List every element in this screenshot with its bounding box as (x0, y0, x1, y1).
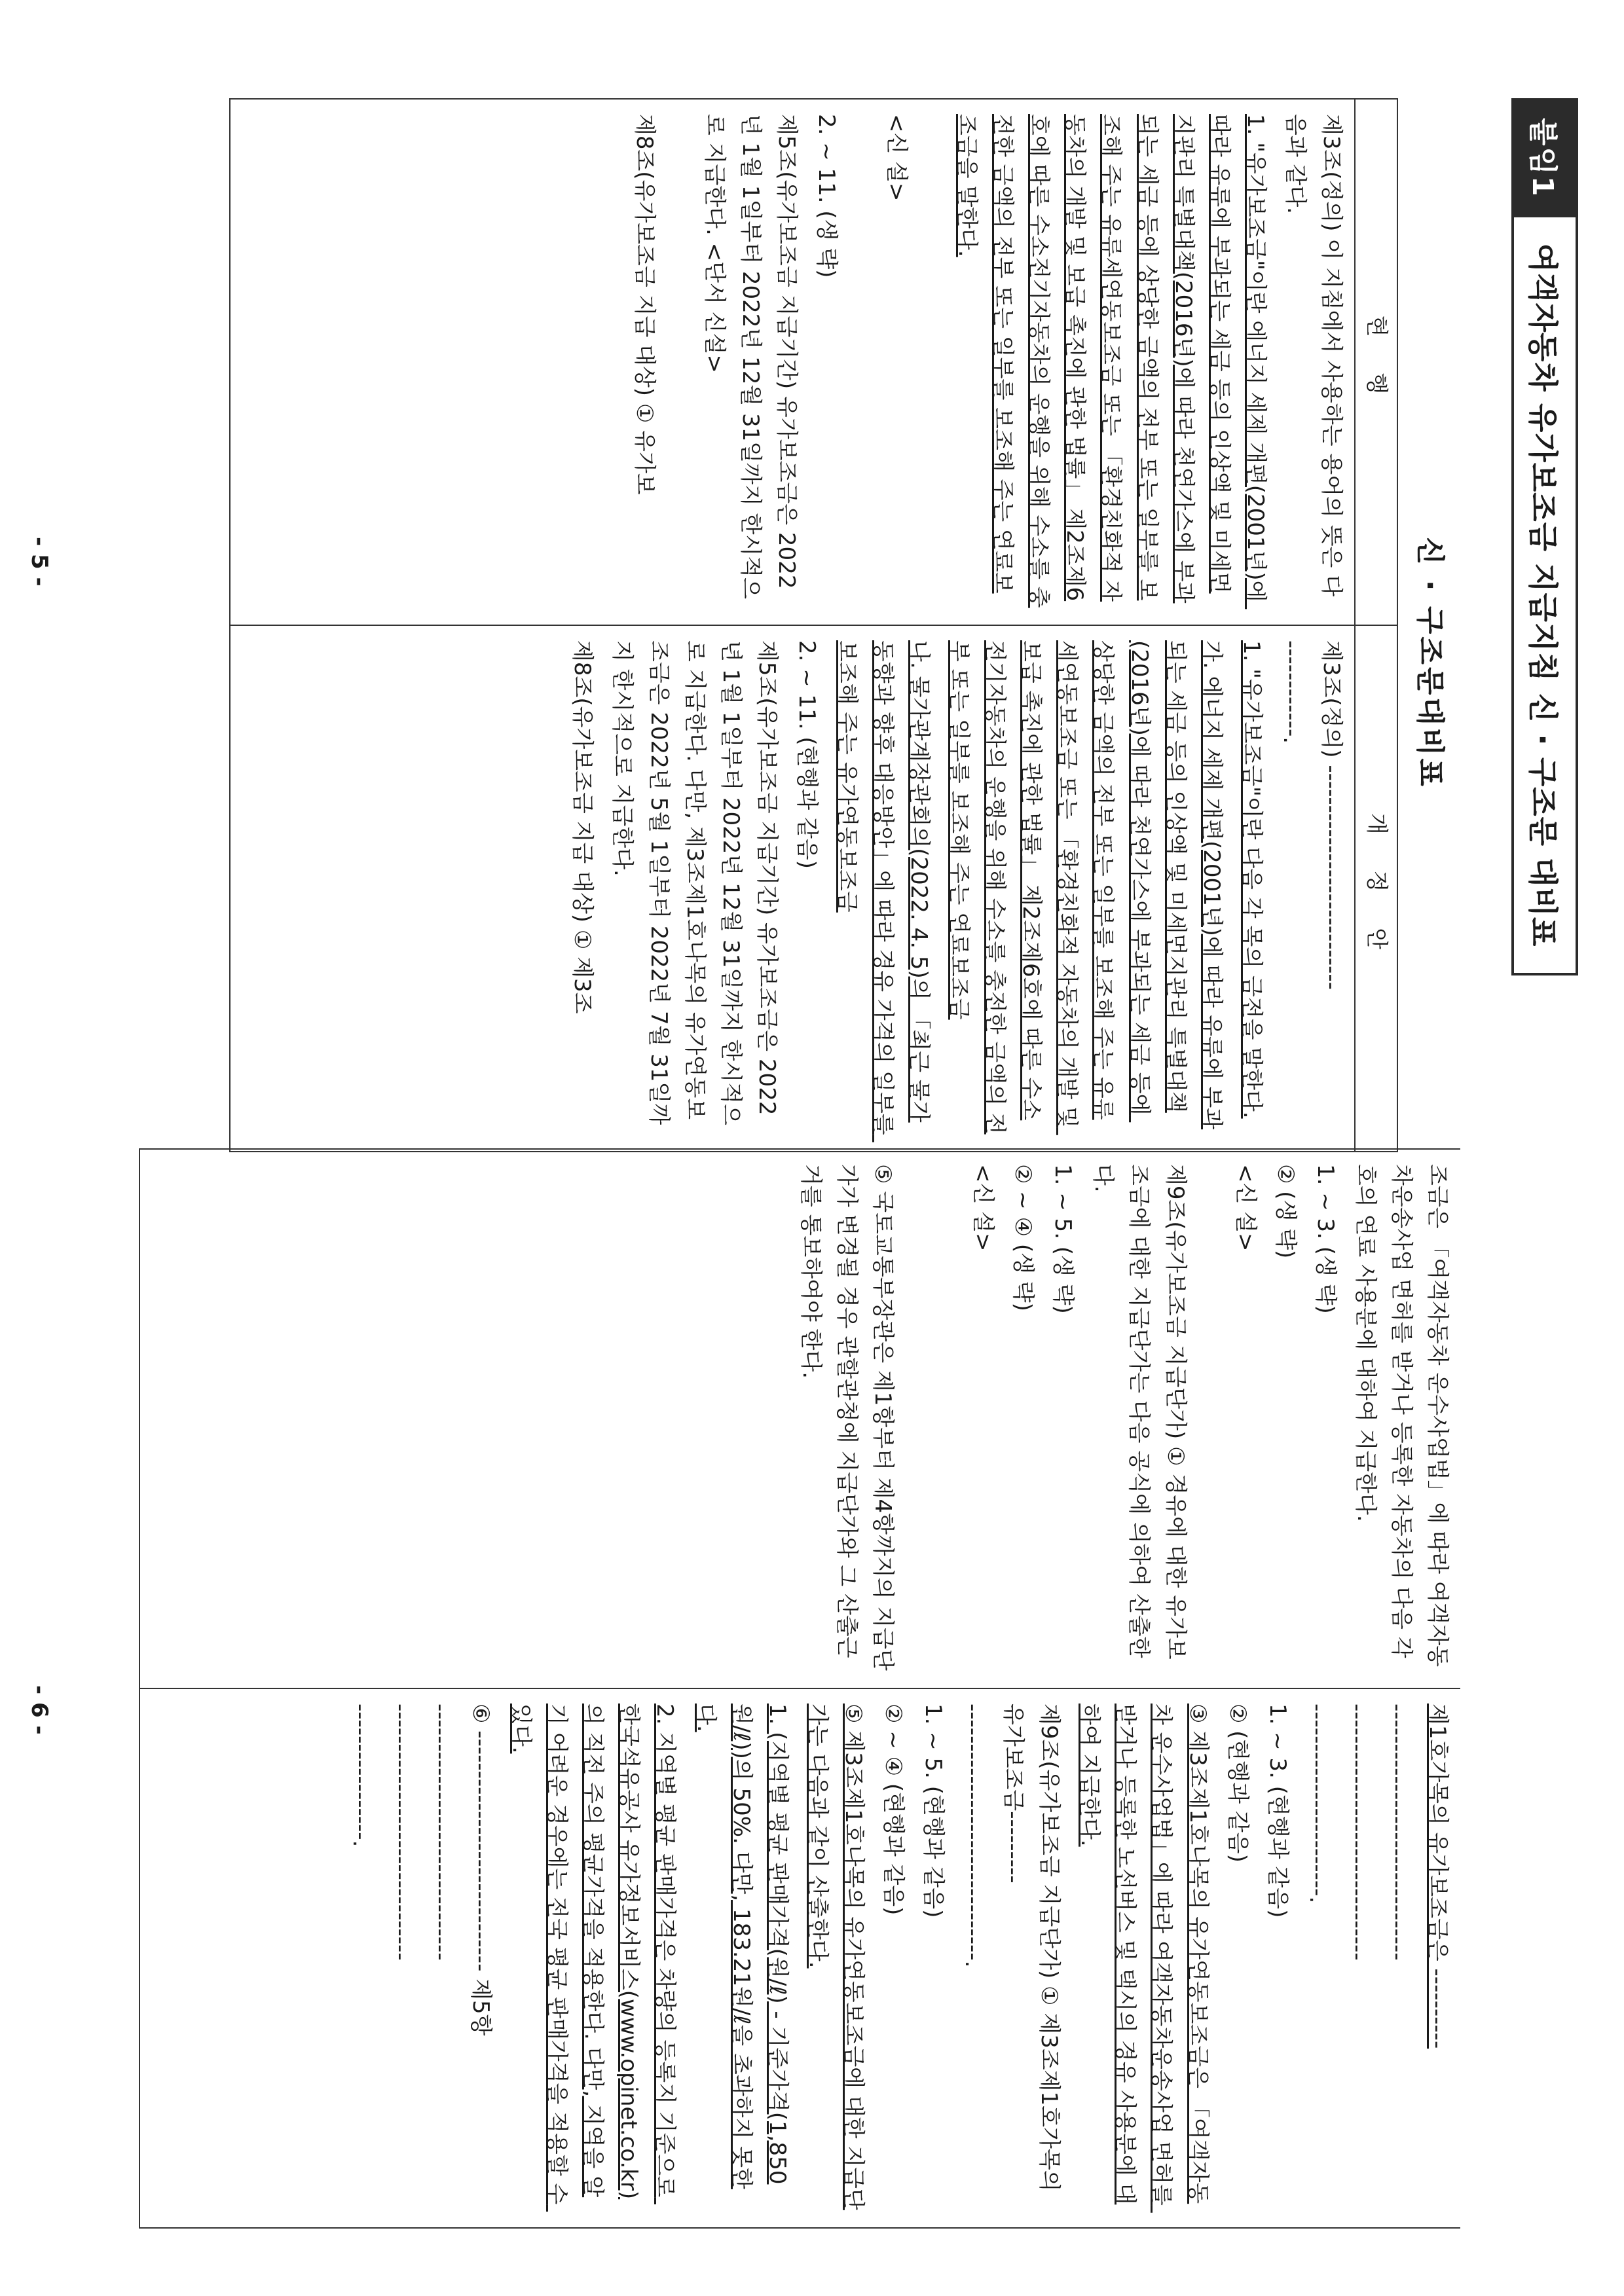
clause-text: ------------. (1278, 640, 1304, 744)
current-column (230, 99, 1355, 625)
clause-text: 1. ~ 5. (현행과 같음) (919, 1704, 946, 1918)
clause-text: 1. "유가보조금"이란 다음 각 목의 금전을 말한다. (1238, 640, 1264, 1119)
clause-text: ② (현행과 같음) (1224, 1704, 1251, 1863)
clause-text: 1. (지역별 평균 판매가격(원/ℓ) - 기준가격(1,850원/ℓ))의 50%. 다만, 183.21원/ℓ을 초과하지 못한다. (692, 1704, 790, 2189)
clause-text: <신 설> (970, 1164, 997, 1252)
clause-text: 제1호가목의 유가보조금은 ---------- (1424, 1704, 1450, 2049)
clause-text: 제5조(유가보조금 지급기간) 유가보조금은 2022년 1월 1일부터 2022년 12월 31일까지 한시적으로 지급한다. <단서 신설> (701, 114, 800, 599)
clause-text: 제8조(유가보조금 지급 대상) ① 유가보 (631, 114, 657, 495)
clause-text: -----------------. (347, 1704, 374, 1848)
amended-column (139, 1688, 1460, 2228)
clause-text: 2. ~ 11. (현행과 같음) (793, 640, 820, 869)
clause-text: 1. ~ 3. (현행과 같음) (1264, 1704, 1291, 1918)
clause-text: 가. 에너지 세제 개편(2001년)에 따라 유류에 부과되는 세금 등의 인상액 및 미세먼지관리 특별대책(2016년)에 따라 천연가스에 부과되는 세금 등에 상당한 금액의 전부 또는 일부를 보조해 주는 유류세연동보조금 또는 「환경친화적 자동차의 개발 및 보급 촉진에 관한 법률」 제2조제6호에 따른 수소전기자동차의 운행을 위해 수소를 충전한 금액의 전부 또는 일부를 보조해 주는 연료보조금 (946, 640, 1225, 1135)
amended-column (230, 625, 1355, 1152)
column-header-amended: 개 정 안 (1355, 625, 1397, 1152)
clause-text: ⑤ 국토교통부장관은 제1항부터 제4항까지의 지급단가가 변경될 경우 관할관청에 지급단가와 그 산출근거를 통보하여야 한다. (797, 1164, 896, 1671)
clause-text: -------------------------------- (387, 1704, 414, 1961)
clause-text: 1. "유가보조금"이란 에너지 세제 개편(2001년)에 따라 유류에 부과되는 세금 등의 인상액 및 미세먼지관리 특별대책(2016년)에 따라 천연가스에 부과되는 세금 등에 상당한 금액의 전부 또는 일부를 보조해 주는 유류세연동보조금 또는 「환경친화적 자동차의 개발 및 보급 촉진에 관한 법률」 제2조제6호에 따른 수소전기자동차의 운행을 위해 수소를 충전한 금액의 전부 또는 일부를 보조해 주는 연료보조금을 말한다. (953, 114, 1268, 610)
clause-text: 제9조(유가보조금 지급단가) ① 제3조제1호가목의 유가보조금--------- (1000, 1704, 1063, 2199)
clause-text: ⑥ ------------------------------ 제5항 (468, 1704, 494, 2036)
page-6 (0, 1148, 1624, 2296)
clause-text: --------------------------------. (960, 1704, 987, 1968)
page-number: - 5 - (26, 537, 52, 587)
table-subtitle: 신 · 구조문대비표 (1413, 537, 1447, 789)
clause-text: 2. ~ 11. (생 략) (813, 114, 840, 278)
attachment-badge: 붙임1 (1511, 98, 1578, 217)
clause-text: 제8조(유가보조금 지급 대상) ① 제3조 (569, 640, 596, 1014)
clause-text: 제5조(유가보조금 지급기간) 유가보조금은 2022년 1월 1일부터 2022년 12월 31일까지 한시적으로 지급한다. 다만, 제3조제1호나목의 유가연동보조금은 2022년 5월 1일부터 2022년 7월 31일까지 한시적으로 지급한다. (609, 640, 780, 1125)
clause-text: 제3조(정의) ---------------------------- (1318, 640, 1344, 990)
clause-text: <신 설> (883, 114, 910, 202)
clause-text: 2. 지역별 평균 판매가격은 차량의 등록지 기준으로 한국석유공사 유가정보서비스(www.opinet.co.kr)의 직전 주의 평균가격을 적용한다. 다만, 지역을 알기 어려운 경우에는 전국 평균 판매가격을 적용할 수 있다. (507, 1704, 678, 2212)
clause-text: -------------------------------- (1344, 1704, 1371, 1961)
clause-text: ------------------------. (1304, 1704, 1331, 1904)
document-title-block (1511, 98, 1578, 975)
clause-text: 제3조(정의) 이 지침에서 사용하는 용어의 뜻은 다음과 같다. (1282, 114, 1344, 597)
clause-text: -------------------------------- (1384, 1704, 1411, 1961)
clause-text: ② ~ ④ (생 략) (1010, 1164, 1037, 1311)
page-number: - 6 - (26, 1685, 52, 1735)
comparison-table-continued (139, 1148, 1460, 2229)
clause-text: -------------------------------- (427, 1704, 454, 1961)
column-header-current: 현 행 (1355, 99, 1397, 625)
clause-text: <신 설> (1232, 1164, 1259, 1252)
clause-text: 나. 물가관계장관회의(2022. 4. 5)의 「최근 물가동향과 향후 대응방안」에 따라 경유 가격의 일부를 보조해 주는 유가연동보조금 (833, 640, 932, 1142)
clause-text: 1. ~ 5. (생 략) (1050, 1164, 1077, 1314)
current-column (139, 1149, 1460, 1688)
clause-text: ② ~ ④ (현행과 같음) (879, 1704, 906, 1916)
clause-text: 조금은 「여객자동차 운수사업법」에 따라 여객자동차운송사업 면허를 받거나 등록한 자동차의 다음 각 호의 연료 사용분에 대하여 지급한다. (1352, 1164, 1450, 1667)
document-title: 여객자동차 유가보조금 지급지침 신 · 구조문 대비표 (1511, 217, 1578, 976)
clause-text: ② (생 략) (1272, 1164, 1299, 1259)
clause-text: ③ 제3조제1호나목의 유가연동보조금은 「여객자동차 운수사업법」에 따라 여객자동차운송사업 면허를 받거나 등록한 노선버스 및 택시의 경유 사용분에 대하여 지급한다. (1076, 1704, 1211, 2213)
clause-text: 제9조(유가보조금 지급단가) ① 경유에 대한 유가보조금에 대한 지급단가는 다음 공식에 의하여 산출한다. (1090, 1164, 1189, 1660)
clause-text: 1. ~ 3. (생 략) (1312, 1164, 1338, 1314)
clause-text: ⑤ 제3조제1호나목의 유가연동보조금에 대한 지급단가는 다음과 같이 산출한다. (803, 1704, 866, 2210)
comparison-table (229, 98, 1398, 1152)
